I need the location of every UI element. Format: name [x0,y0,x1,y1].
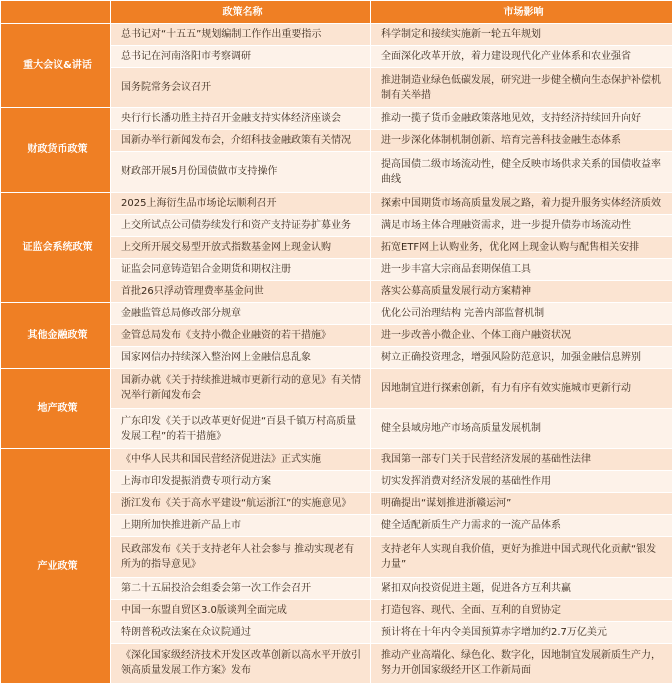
policy-name-cell: 财政部开展5月份国债做市支持操作 [111,152,371,192]
market-impact-cell: 我国第一部专门关于民营经济发展的基础性法律 [371,449,672,471]
policy-name-cell: 上交所试点公司债券续发行和资产支持证券扩募业务 [111,214,371,236]
policy-name-cell: 金管总局发布《支持小微企业融资的若干措施》 [111,324,371,346]
table-row [1,368,672,408]
market-impact-cell: 紧扣双向投资促进主题，促进各方互利共赢 [371,577,672,599]
market-impact-cell: 进一步深化体制机制创新、培育完善科技金融生态体系 [371,130,672,152]
market-impact-cell: 全面深化改革开放，着力建设现代化产业体系和农业强省 [371,46,672,68]
market-impact-cell: 拓宽ETF网上认购业务，优化网上现金认购与配售相关安排 [371,236,672,258]
table-row [1,108,672,130]
category-cell: 重大会议&讲话 [1,24,111,108]
category-cell: 产业政策 [1,449,111,684]
category-cell: 其他金融政策 [1,302,111,368]
market-impact-cell: 因地制宜进行探索创新，有力有序有效实施城市更新行动 [371,368,672,408]
policy-name-cell: 国家网信办持续深入整治网上金融信息乱象 [111,346,371,368]
table-row [1,449,672,471]
market-impact-cell: 提高国债二级市场流动性，健全反映市场供求关系的国债收益率曲线 [371,152,672,192]
policy-name-cell: 浙江发布《关于高水平建设“航运浙江”的实施意见》 [111,493,371,515]
policy-name-cell: 首批26只浮动管理费率基金问世 [111,280,371,302]
market-impact-cell: 明确提出“谋划推进浙赣运河” [371,493,672,515]
market-impact-cell: 落实公募高质量发展行动方案精神 [371,280,672,302]
policy-name-cell: 证监会同意铸造铝合金期货和期权注册 [111,258,371,280]
header-policy-name: 政策名称 [111,1,371,24]
policy-name-cell: 央行行长潘功胜主持召开金融支持实体经济座谈会 [111,108,371,130]
table-row [1,192,672,214]
table-row [1,24,672,46]
market-impact-cell: 满足市场主体合理融资需求，进一步提升债券市场流动性 [371,214,672,236]
market-impact-cell: 进一步丰富大宗商品套期保值工具 [371,258,672,280]
market-impact-cell: 推动产业高端化、绿色化、数字化，因地制宜发展新质生产力，努力开创国家级经开区工作新局面 [371,643,672,683]
market-impact-cell: 预计将在十年内令美国预算赤字增加约2.7万亿美元 [371,621,672,643]
policy-name-cell: 2025上海衍生品市场论坛顺利召开 [111,192,371,214]
market-impact-cell: 探索中国期货市场高质量发展之路，着力提升服务实体经济质效 [371,192,672,214]
policy-name-cell: 中国一东盟自贸区3.0版谈判全面完成 [111,599,371,621]
header-category [1,1,111,24]
market-impact-cell: 进一步改善小微企业、个体工商户融资状况 [371,324,672,346]
market-impact-cell: 树立正确投资理念，增强风险防范意识，加强金融信息辨别 [371,346,672,368]
category-cell: 财政货币政策 [1,108,111,192]
policy-name-cell: 上海市印发提振消费专项行动方案 [111,471,371,493]
market-impact-cell: 切实发挥消费对经济发展的基础性作用 [371,471,672,493]
policy-name-cell: 国新办举行新闻发布会，介绍科技金融政策有关情况 [111,130,371,152]
policy-name-cell: 上期所加快推进新产品上市 [111,515,371,537]
category-cell: 证监会系统政策 [1,192,111,302]
policy-name-cell: 广东印发《关于以改革更好促进“百县千镇万村高质量发展工程”的若干措施》 [111,408,371,448]
market-impact-cell: 健全适配新质生产力需求的一流产品体系 [371,515,672,537]
market-impact-cell: 打造包容、现代、全面、互利的自贸协定 [371,599,672,621]
policy-name-cell: 总书记在河南洛阳市考察调研 [111,46,371,68]
policy-name-cell: 民政部发布《关于支持老年人社会参与 推动实现老有所为的指导意见》 [111,537,371,577]
policy-name-cell: 《中华人民共和国民营经济促进法》正式实施 [111,449,371,471]
policy-name-cell: 金融监管总局修改部分规章 [111,302,371,324]
policy-name-cell: 总书记对“十五五”规划编制工作作出重要指示 [111,24,371,46]
table-row [1,302,672,324]
policy-name-cell: 国务院常务会议召开 [111,68,371,108]
market-impact-cell: 推进制造业绿色低碳发展，研究进一步健全横向生态保护补偿机制有关举措 [371,68,672,108]
market-impact-cell: 支持老年人实现自我价值，更好为推进中国式现代化贡献“银发力量” [371,537,672,577]
policy-name-cell: 特朗普税改法案在众议院通过 [111,621,371,643]
market-impact-cell: 健全县域房地产市场高质量发展机制 [371,408,672,448]
policy-name-cell: 《深化国家级经济技术开发区改革创新以高水平开放引领高质量发展工作方案》发布 [111,643,371,683]
market-impact-cell: 科学制定和接续实施新一轮五年规划 [371,24,672,46]
category-cell: 地产政策 [1,368,111,449]
policy-name-cell: 国新办就《关于持续推进城市更新行动的意见》有关情况举行新闻发布会 [111,368,371,408]
table-body [1,24,672,684]
table-header-row [1,1,672,24]
market-impact-cell: 推动一揽子货币金融政策落地见效，支持经济持续回升向好 [371,108,672,130]
market-impact-cell: 优化公司治理结构 完善内部监督机制 [371,302,672,324]
policy-name-cell: 上交所开展交易型开放式指数基金网上现金认购 [111,236,371,258]
policy-name-cell: 第二十五届投洽会组委会第一次工作会召开 [111,577,371,599]
header-market-impact: 市场影响 [371,1,672,24]
